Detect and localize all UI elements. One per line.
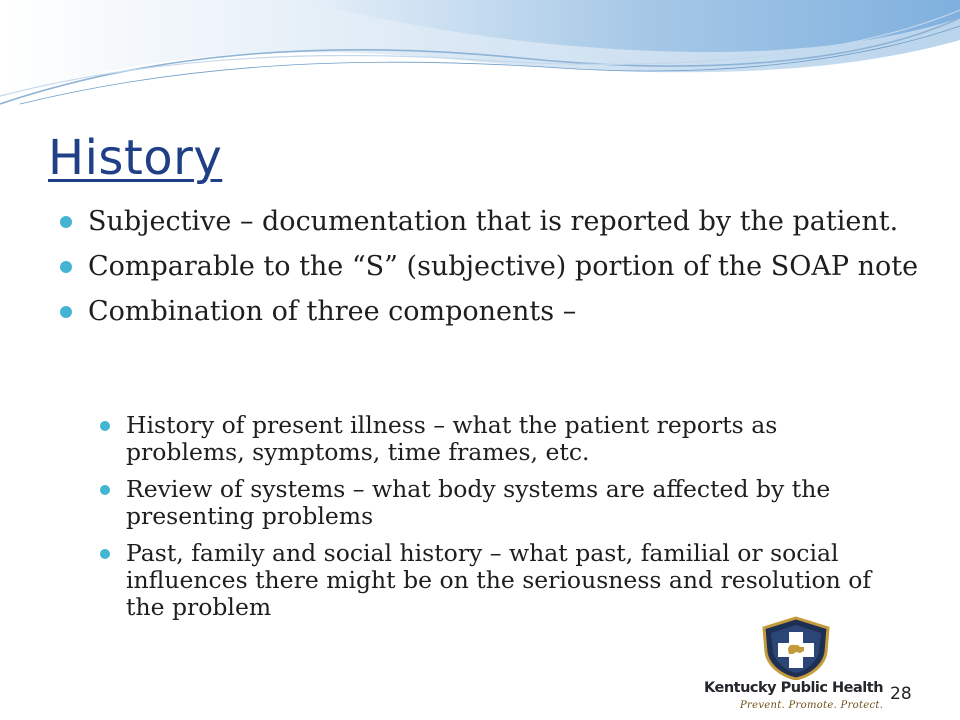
bullet-item	[60, 251, 920, 282]
sub-bullet-text: Review of systems – what body systems are affected by the presenting problems	[126, 475, 831, 530]
sub-bullet-item	[100, 412, 900, 466]
sub-bullet-text: Past, family and social history – what past, familial or social influences there might be on the seriousness and resolution of the problem	[126, 539, 872, 621]
bullet-dot-icon	[60, 306, 72, 318]
bullet-text: Comparable to the “S” (subjective) portion of the SOAP note	[88, 251, 919, 282]
header-swoosh-decoration	[0, 0, 960, 120]
sub-bullet-dot-icon	[100, 421, 110, 431]
page-number: 28	[890, 684, 912, 704]
kentucky-public-health-logo	[696, 612, 906, 720]
sub-bullet-item	[100, 540, 900, 621]
bullet-dot-icon	[60, 261, 72, 273]
kentucky-shield-icon	[758, 616, 834, 680]
bullet-dot-icon	[60, 216, 72, 228]
bullet-item	[60, 206, 920, 237]
sub-bullet-dot-icon	[100, 485, 110, 495]
sub-bullet-item	[100, 476, 900, 530]
bullet-text: Subjective – documentation that is reported by the patient.	[88, 206, 899, 237]
sub-bullet-text: History of present illness – what the patient reports as problems, symptoms, time frames, etc.	[126, 411, 778, 466]
logo-tagline: Prevent. Promote. Protect.	[740, 700, 884, 711]
slide-title: History	[48, 130, 223, 186]
bullet-item	[60, 296, 920, 327]
bullet-text: Combination of three components –	[88, 296, 577, 327]
logo-name: Kentucky Public Health	[704, 680, 884, 696]
bullet-list	[60, 206, 920, 341]
sub-bullet-list	[100, 412, 900, 631]
sub-bullet-dot-icon	[100, 549, 110, 559]
